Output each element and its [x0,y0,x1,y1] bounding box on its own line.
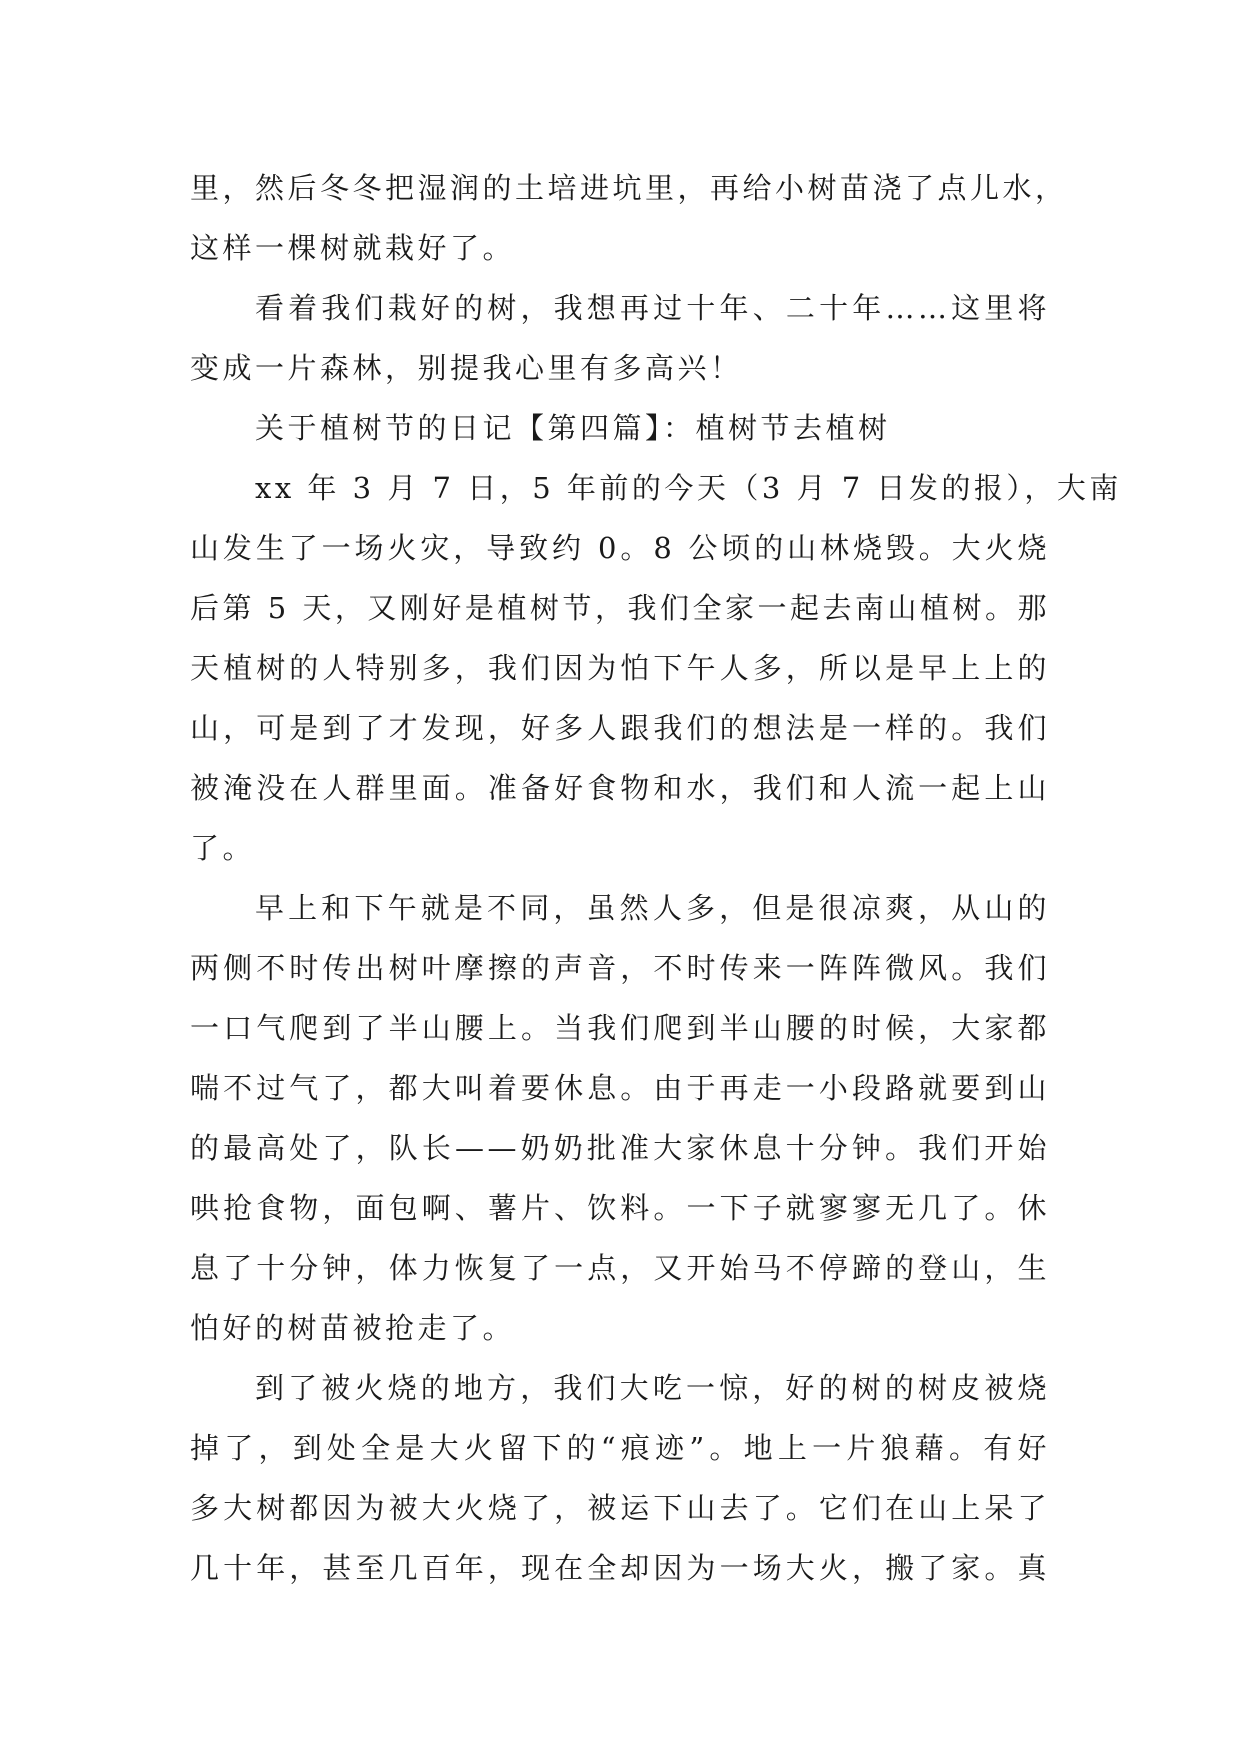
text-line: 了。 [190,831,256,865]
text-line: 多大树都因为被大火烧了，被运下山去了。它们在山上呆了 [190,1491,1050,1525]
text-line: 到了被火烧的地方，我们大吃一惊，好的树的树皮被烧 [255,1371,1050,1405]
text-line: 看着我们栽好的树，我想再过十年、二十年……这里将 [255,291,1050,325]
text-line: 里，然后冬冬把湿润的土培进坑里，再给小树苗浇了点儿水， [190,171,1068,205]
text-line: 怕好的树苗被抢走了。 [190,1311,516,1345]
paragraph-2 [190,278,1050,398]
text-line: xx 年 3 月 7 日，5 年前的今天（3 月 7 日发的报），大南 [255,471,1122,505]
section-heading: 关于植树节的日记【第四篇】：植树节去植树 [255,411,891,445]
text-line: 后第 5 天，又刚好是植树节，我们全家一起去南山植树。那 [190,591,1050,625]
text-line: 掉了，到处全是大火留下的“痕迹”。地上一片狼藉。有好 [190,1431,1050,1465]
paragraph-4 [190,458,1122,878]
text-line: 一口气爬到了半山腰上。当我们爬到半山腰的时候，大家都 [190,1011,1050,1045]
text-line: 喘不过气了，都大叫着要休息。由于再走一小段路就要到山 [190,1071,1050,1105]
paragraph-3-heading [190,398,1050,458]
text-line: 被淹没在人群里面。准备好食物和水，我们和人流一起上山 [190,771,1050,805]
text-line: 早上和下午就是不同，虽然人多，但是很凉爽，从山的 [255,891,1050,925]
text-line: 哄抢食物，面包啊、薯片、饮料。一下子就寥寥无几了。休 [190,1191,1050,1225]
document-body [190,158,1122,1598]
text-line: 山，可是到了才发现，好多人跟我们的想法是一样的。我们 [190,711,1050,745]
text-line: 这样一棵树就栽好了。 [190,231,516,265]
text-line: 天植树的人特别多，我们因为怕下午人多，所以是早上上的 [190,651,1050,685]
paragraph-6 [190,1358,1050,1598]
text-line: 息了十分钟，体力恢复了一点，又开始马不停蹄的登山，生 [190,1251,1050,1285]
text-line: 变成一片森林，别提我心里有多高兴！ [190,351,743,385]
text-line: 两侧不时传出树叶摩擦的声音，不时传来一阵阵微风。我们 [190,951,1050,985]
paragraph-1 [190,158,1068,278]
paragraph-5 [190,878,1050,1358]
text-line: 几十年，甚至几百年，现在全却因为一场大火，搬了家。真 [190,1551,1050,1585]
text-line: 的最高处了，队长——奶奶批准大家休息十分钟。我们开始 [190,1131,1050,1165]
text-line: 山发生了一场火灾，导致约 0。8 公顷的山林烧毁。大火烧 [190,531,1050,565]
